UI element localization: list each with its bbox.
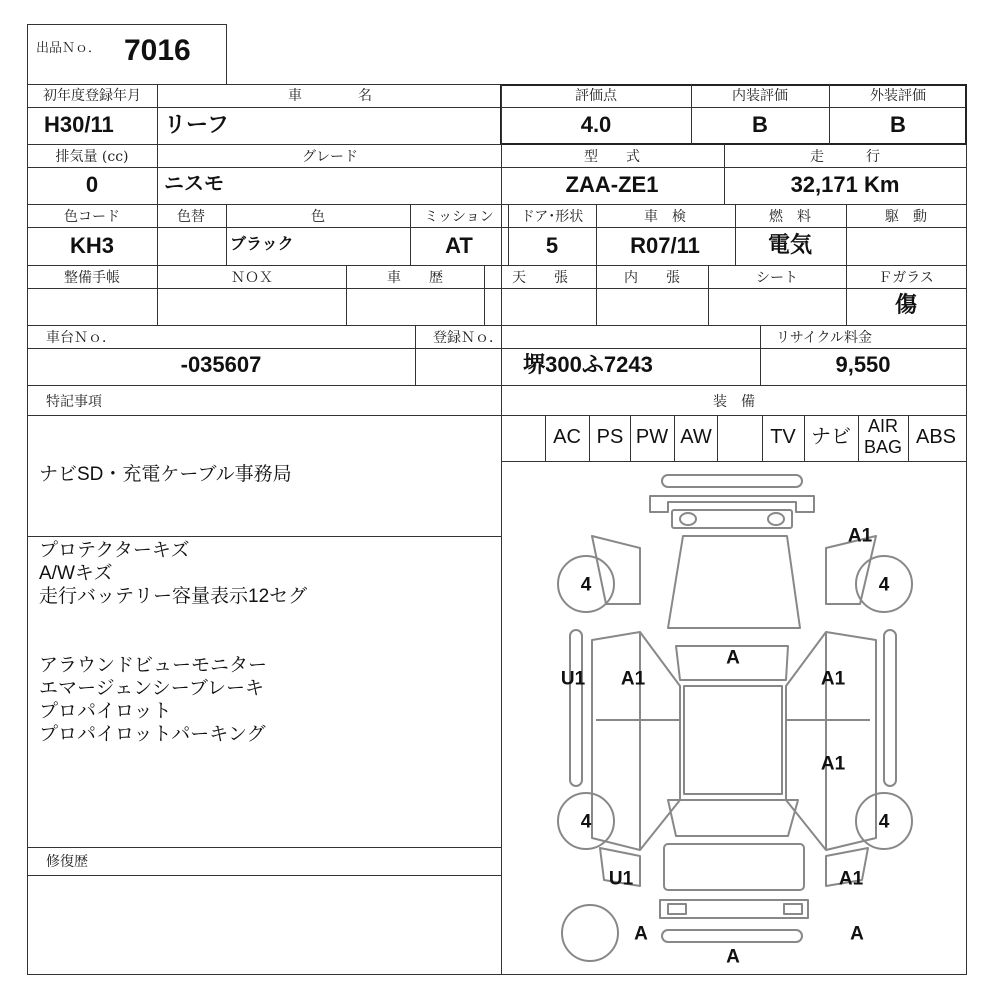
inspection-value: R07/11 xyxy=(630,233,700,258)
mark-rear-right: A xyxy=(850,923,864,945)
roof-outline xyxy=(684,686,782,794)
color-label: 色 xyxy=(311,209,325,225)
car-name-label: 車 名 xyxy=(288,88,372,104)
equip-ac: AC xyxy=(553,426,581,448)
rear-window-outline xyxy=(668,800,798,836)
remarks-text: プロテクターキズ A/Wキズ 走行バッテリー容量表示12セグ アラウンドビューモニター エマージェンシーブレーキ プロパイロット プロパイロットパーキング xyxy=(39,540,308,745)
fuel-value: 電気 xyxy=(767,232,813,257)
hood-outline xyxy=(668,536,800,628)
mission-label: ミッション xyxy=(424,209,494,225)
front-glass-label: Ｆガラス xyxy=(878,270,934,286)
reg-date-label: 初年度登録年月 xyxy=(43,88,141,104)
grade-value: ニスモ xyxy=(164,173,224,195)
equip-ps: PS xyxy=(596,426,624,448)
grade-label: グレード xyxy=(302,149,358,165)
mark-left-rocker: U1 xyxy=(560,668,586,690)
vehicle-history-label: 車 歴 xyxy=(387,270,443,286)
roof-lining-label: 天 張 xyxy=(512,270,568,286)
mark-right-rear-door: A1 xyxy=(820,753,846,775)
interior-grade-value: B xyxy=(752,112,768,137)
mark-front-right-fender: A1 xyxy=(847,525,873,547)
equip-tv: TV xyxy=(770,426,796,448)
chassis-number-label: 車台Ｎｏ． xyxy=(46,330,116,346)
special-notes-label: 特記事項 xyxy=(46,394,102,410)
exterior-grade-value: B xyxy=(890,112,906,137)
front-glass-value: 傷 xyxy=(894,292,918,317)
recycle-fee-value: 9,550 xyxy=(835,352,891,377)
color-code-label: 色コード xyxy=(64,209,120,225)
special-notes-text: ナビSD・充電ケーブル事務局 xyxy=(39,464,292,485)
inspection-label: 車 検 xyxy=(644,209,686,225)
displacement-value: 0 xyxy=(85,172,99,197)
exterior-grade-label: 外装評価 xyxy=(870,88,926,104)
color-code-value: KH3 xyxy=(69,233,115,258)
car-name-value: リーフ xyxy=(164,112,229,137)
mark-tire-rear-right: 4 xyxy=(878,811,890,833)
door-label: ドア･形状 xyxy=(520,209,584,225)
mark-left-front-door: A1 xyxy=(620,668,646,690)
mark-rear-left: A xyxy=(634,923,648,945)
equipment-label: 装 備 xyxy=(713,394,755,410)
equip-aw: AW xyxy=(680,426,712,448)
interior-grade-label: 内装評価 xyxy=(732,88,788,104)
plate-number-value: 堺300ふ7243 xyxy=(523,352,653,377)
lot-number-label: 出品Ｎｏ． xyxy=(36,41,102,56)
model-value: ZAA-ZE1 xyxy=(565,172,659,197)
equip-pw: PW xyxy=(635,426,669,448)
trunk-outline xyxy=(664,844,804,890)
lot-number: 7016 xyxy=(124,34,191,67)
fuel-label: 燃 料 xyxy=(769,209,811,225)
repair-history-label: 修復歴 xyxy=(46,854,88,870)
spare-tire xyxy=(562,905,618,961)
mileage-label: 走 行 xyxy=(810,149,880,165)
door-value: 5 xyxy=(545,233,559,258)
mark-right-rear-low: A1 xyxy=(838,868,864,890)
color-value: ブラック xyxy=(230,236,294,253)
mark-hood: A xyxy=(726,647,740,669)
recycle-fee-label: リサイクル料金 xyxy=(776,330,873,346)
left-body-outline xyxy=(592,632,680,850)
front-bumper-outline xyxy=(662,475,802,487)
mark-tire-rear-left: 4 xyxy=(580,811,592,833)
equip-bag: BAG xyxy=(863,437,903,457)
seat-label: シート xyxy=(756,270,798,286)
nox-label: ＮＯＸ xyxy=(231,270,273,286)
displacement-label: 排気量 (cc) xyxy=(55,149,129,165)
score-label: 評価点 xyxy=(575,88,617,104)
drive-label: 駆 動 xyxy=(885,209,927,225)
mark-tire-front-right: 4 xyxy=(878,574,890,596)
rear-bumper-shape xyxy=(660,900,808,918)
equip-air: AIR xyxy=(867,416,899,436)
mark-tire-front-left: 4 xyxy=(580,574,592,596)
rear-bumper-outline xyxy=(662,930,802,942)
service-record-label: 整備手帳 xyxy=(64,270,120,286)
right-rocker-outline xyxy=(884,630,896,786)
mark-right-front-door: A1 xyxy=(820,668,846,690)
reg-date-value: H30/11 xyxy=(44,112,114,137)
equip-abs: ABS xyxy=(915,426,957,448)
chassis-number-value: -035607 xyxy=(180,352,262,377)
plate-number-label: 登録Ｎｏ． xyxy=(433,330,503,346)
mark-left-rear-low: U1 xyxy=(608,868,634,890)
mission-value: AT xyxy=(445,233,473,258)
equip-navi: ナビ xyxy=(811,426,851,448)
recolor-label: 色替 xyxy=(177,209,205,225)
interior-lining-label: 内 張 xyxy=(624,270,680,286)
mileage-value: 32,171 Km xyxy=(790,172,900,197)
left-rocker-outline xyxy=(570,630,582,786)
right-body-outline xyxy=(786,632,876,850)
score-value: 4.0 xyxy=(580,112,612,137)
model-label: 型 式 xyxy=(584,149,640,165)
mark-rear-bumper: A xyxy=(726,946,740,968)
